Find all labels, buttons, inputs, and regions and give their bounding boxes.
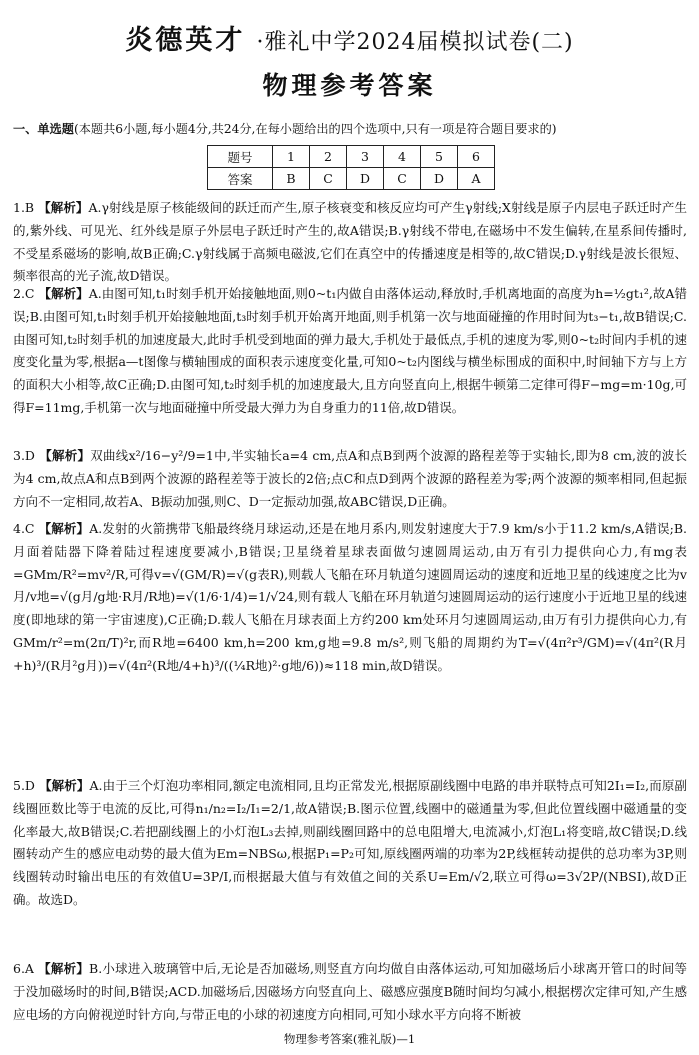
answer-cell: C: [310, 168, 347, 190]
section-heading: [13, 121, 689, 137]
answer-cell: B: [273, 168, 310, 190]
exam-title: ·雅礼中学2024届模拟试卷(二): [256, 30, 574, 55]
question-number: 5.D: [13, 778, 35, 793]
question-6-explanation: [13, 958, 687, 1026]
answer-cell: A: [458, 168, 495, 190]
question-number-cell: 6: [458, 146, 495, 168]
explanation-text: 双曲线x²/16−y²/9=1中,半实轴长a=4 cm,点A和点B到两个波源的路程差等于实轴长,即为8 cm,波的波长为4 cm,故点A和点B到两个波源的路程差等于波长的2倍;点C和点D到两个波源的路程差为零;两个波源的频率相同,但起振方向不一定相同,故若A、B振动加强,则C、D一定振动加强,故ABC错误,D正确。: [13, 448, 687, 509]
analysis-tag: 【解析】: [38, 200, 89, 215]
answer-table-row-numbers: [208, 146, 495, 168]
question-number: 6.A: [13, 961, 34, 976]
analysis-tag: 【解析】: [38, 521, 90, 536]
answer-cell: D: [421, 168, 458, 190]
explanation-text: A.由图可知,t₁时刻手机开始接触地面,则0~t₁内做自由落体运动,释放时,手机离地面的高度为h=½gt₁²,故A错误;B.由图可知,t₁时刻手机开始接触地面,t₃时刻手机开始离开地面,则手机第一次与地面碰撞的作用时间为t₃−t₁,故B错误;C.由图可知,t₂时刻手机的加速度最大,此时手机受到地面的弹力最大,手机处于最低点,手机的速度为零,则0~t₂时间内手机的速度变化量为零,根据a—t图像与横轴围成的面积表示速度变化量,可知0~t₂内图线与横坐标围成的面积中,时间轴下方与上方的面积大小相等,故C正确;D.由图可知,t₂时刻手机的加速度最大,且方向竖直向上,根据牛顿第二定律可得F−mg=m·10g,可得F=11mg,手机第一次与地面碰撞中所受最大弹力为自身重力的11倍,故D错误。: [13, 286, 687, 415]
analysis-tag: 【解析】: [38, 448, 91, 463]
page-header: [0, 18, 699, 57]
question-number: 2.C: [13, 286, 35, 301]
page-footer: 物理参考答案(雅礼版)—1: [283, 1032, 416, 1046]
answer-table-label: 题号: [208, 146, 273, 168]
answer-cell: D: [347, 168, 384, 190]
question-1-explanation: [13, 197, 687, 288]
section-note: (本题共6小题,每小题4分,共24分,在每小题给出的四个选项中,只有一项是符合题目要求的): [73, 122, 557, 136]
question-number-cell: 3: [347, 146, 384, 168]
brand-title: 炎德英才: [125, 25, 246, 56]
question-number-cell: 5: [421, 146, 458, 168]
question-number-cell: 2: [310, 146, 347, 168]
question-number-cell: 4: [384, 146, 421, 168]
page-title: 物理参考答案: [262, 71, 437, 100]
explanation-text: A.由于三个灯泡功率相同,额定电流相同,且均正常发光,根据原副线圈中电路的串并联特点可知2I₁=I₂,而原副线圈匝数比等于电流的反比,可得n₁/n₂=I₂/I₁=2/1,故A错误;B.图示位置,线圈中的磁通量为零,但此位置线圈中磁通量的变化率最大,故B错误;C.若把副线圈上的小灯泡L₃去掉,则副线圈回路中的总电阻增大,电流减小,灯泡L₁将变暗,故C错误;D.线圈转动产生的感应电动势的最大值为Em=NBSω,根据P₁=P₂可知,原线圈两端的功率为2P,线框转动提供的总功率为3P,则线圈转动时输出电压的有效值U=3P/I,而根据最大值与有效值之间的关系U=Em/√2,联立可得ω=3√2P/(NBSI),故D正确。故选D。: [13, 778, 687, 907]
section-title: 一、单选题: [13, 122, 74, 136]
analysis-tag: 【解析】: [37, 961, 90, 976]
explanation-text: A.γ射线是原子核能级间的跃迁而产生,原子核衰变和核反应均可产生γ射线;X射线是原子内层电子跃迁时产生的,紫外线、可见光、红外线是原子外层电子跃迁时产生的,故A错误;B.γ射线不带电,在磁场中不发生偏转,在星系间传播时,不受星系磁场的影响,故B正确;C.γ射线属于高频电磁波,它们在真空中的传播速度是相等的,故C错误;D.γ射线是波长很短、频率很高的光子流,故D错误。: [13, 200, 687, 284]
question-number-cell: 1: [273, 146, 310, 168]
answer-table: [207, 145, 495, 190]
explanation-text: A.发射的火箭携带飞船最终绕月球运动,还是在地月系内,则发射速度大于7.9 km/s小于11.2 km/s,A错误;B.月面着陆器下降着陆过程速度要减小,B错误;卫星绕着星球表面做匀速圆周运动,由万有引力提供向心力,有mg表=GMm/R²=mv²/R,可得v=√(GM/R)=√(g表R),则载人飞船在环月轨道匀速圆周运动的速度和近地卫星的线速度之比为v月/v地=√(g月/g地·R月/R地)=√(1/6·1/4)=1/√24,则有载人飞船在环月轨道匀速圆周运动的运行速度小于近地卫星的线速度(即地球的第一宇宙速度),C正确;D.载人飞船在月球表面上方约200 km处环月匀速圆周运动,由万有引力提供向心力,有GMm/r²=m(2π/T)²r,而R地=6400 km,h=200 km,g地=9.8 m/s²,则飞船的周期约为T=√(4π²r³/GM)=√(4π²(R月+h)³/(R月²g月))=√(4π²(R地/4+h)³/((¼R地)²·g地/6))≈118 min,故D错误。: [13, 521, 687, 673]
answer-table-label: 答案: [208, 168, 273, 190]
question-5-explanation: [13, 775, 687, 912]
answer-table-row-answers: [208, 168, 495, 190]
question-number: 1.B: [13, 200, 35, 215]
analysis-tag: 【解析】: [38, 778, 90, 793]
analysis-tag: 【解析】: [38, 286, 89, 301]
answer-cell: C: [384, 168, 421, 190]
question-number: 3.D: [13, 448, 35, 463]
question-4-explanation: [13, 518, 687, 678]
question-3-explanation: [13, 445, 687, 513]
question-number: 4.C: [13, 521, 35, 536]
question-2-explanation: [13, 283, 687, 420]
explanation-text: B.小球进入玻璃管中后,无论是否加磁场,则竖直方向均做自由落体运动,可知加磁场后小球离开管口的时间等于没加磁场时的时间,B错误;ACD.加磁场后,因磁场方向竖直向上、磁感应强度B随时间均匀减小,根据楞次定律可知,产生感应电场的方向俯视逆时针方向,与带正电的小球的初速度方向相同,可知小球水平方向将不断被: [13, 961, 687, 1022]
